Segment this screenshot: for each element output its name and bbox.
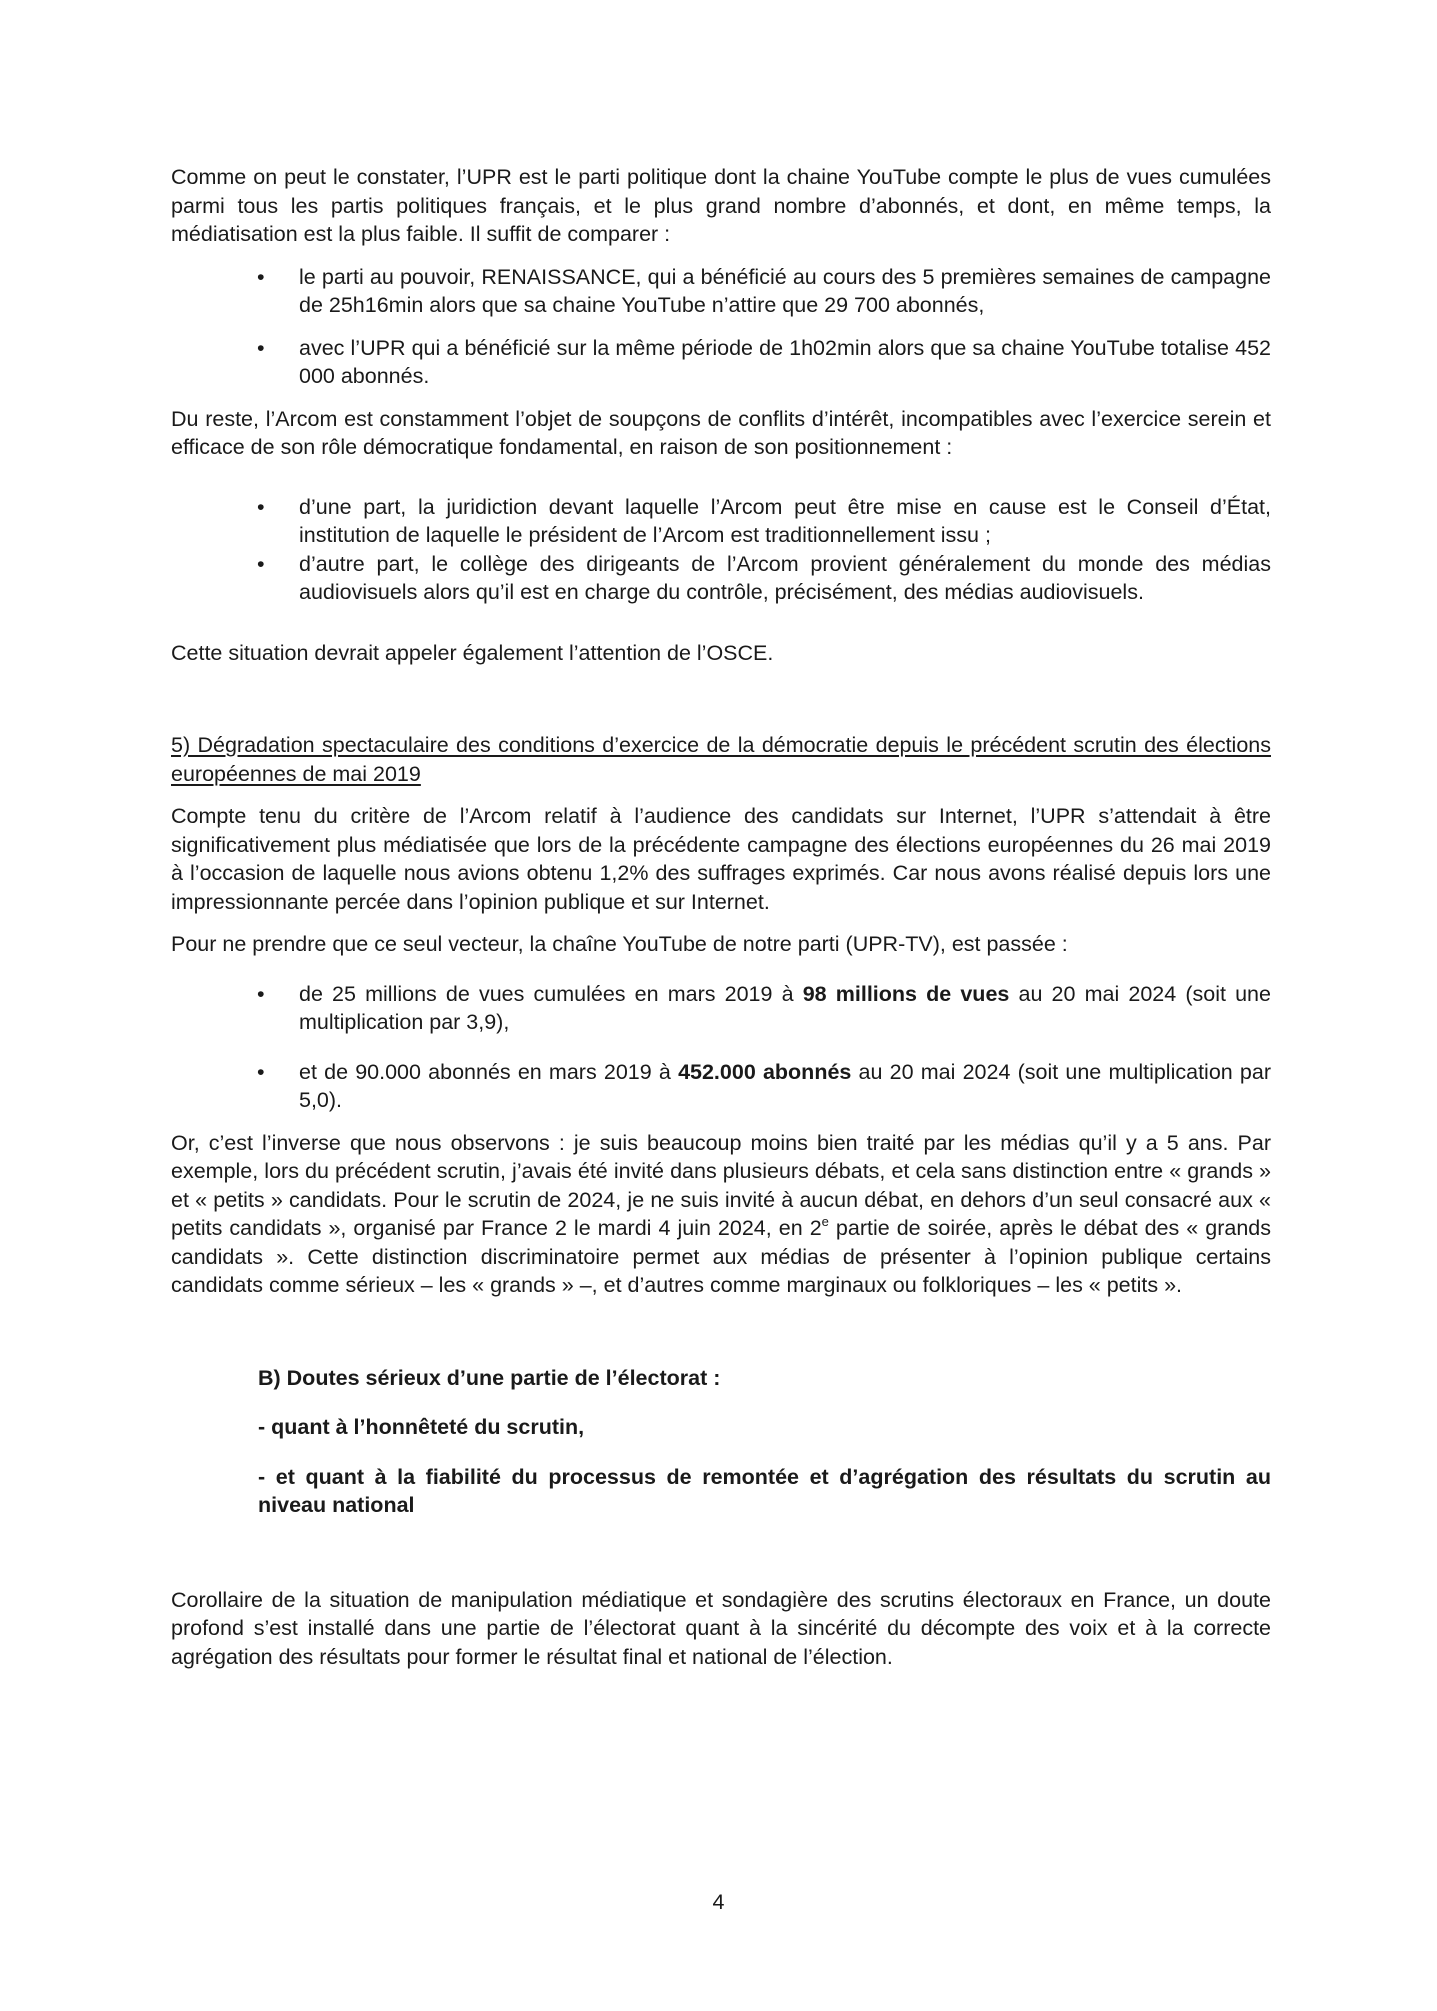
- section-b-point-1: - quant à l’honnêteté du scrutin,: [258, 1415, 585, 1439]
- osce-paragraph: Cette situation devrait appeler également l’attention de l’OSCE.: [171, 640, 774, 665]
- list-item: • le parti au pouvoir, RENAISSANCE, qui a bénéficié au cours des 5 premières semaines de campagne de 25h16min alors que sa chaine YouTube n’attire que 29 700 abonnés,: [171, 263, 1271, 320]
- arcom-paragraph: Du reste, l’Arcom est constamment l’objet de soupçons de conflits d’intérêt, incompatibles avec l’exercice serein et efficace de son rôle démocratique fondamental, en raison de son positionnement :: [171, 406, 1271, 459]
- section-b-heading: B) Doutes sérieux d’une partie de l’électorat :: [258, 1365, 721, 1390]
- media-treatment-paragraph: Or, c’est l’inverse que nous observons : je suis beaucoup moins bien traité par les médias qu’il y a 5 ans. Par exemple, lors du précédent scrutin, j’avais été invité dans plusieurs débats, et cela sans distinction entre « grands » et « petits » candidats. Pour le scrutin de 2024, je ne suis invité à aucun débat, en dehors d’un seul consacré aux « petits candidats », organisé par France 2 le mardi 4 juin 2024, en 2e partie de soirée, après le débat des « grands candidats ». Cette distinction discriminatoire permet aux médias de présenter à l’opinion publique certains candidats comme sérieux – les « grands » –, et d’autres comme marginaux ou folkloriques – les « petits ».: [171, 1130, 1271, 1297]
- section-b-point-2: - et quant à la fiabilité du processus de remontée et d’agrégation des résultats du scrutin au niveau national: [258, 1464, 1271, 1517]
- list-item: • de 25 millions de vues cumulées en mars 2019 à 98 millions de vues au 20 mai 2024 (soit une multiplication par 3,9),: [171, 980, 1271, 1037]
- list-item: • d’une part, la juridiction devant laquelle l’Arcom peut être mise en cause est le Conseil d’État, institution de laquelle le président de l’Arcom est traditionnellement issu ;: [171, 493, 1271, 550]
- list-item: • avec l’UPR qui a bénéficié sur la même période de 1h02min alors que sa chaine YouTube totalise 452 000 abonnés.: [171, 334, 1271, 391]
- comparison-list: [171, 263, 1271, 391]
- arcom-list: [171, 493, 1271, 607]
- audience-paragraph: Compte tenu du critère de l’Arcom relatif à l’audience des candidats sur Internet, l’UPR s’attendait à être significativement plus médiatisée que lors de la précédente campagne des élections européennes du 26 mai 2019 à l’occasion de laquelle nous avions obtenu 1,2% des suffrages exprimés. Car nous avons réalisé depuis lors une impressionnante percée dans l’opinion publique et sur Internet.: [171, 804, 1271, 914]
- views-highlight: 98 millions de vues: [802, 981, 1010, 1006]
- youtube-paragraph: Pour ne prendre que ce seul vecteur, la chaîne YouTube de notre parti (UPR-TV), est passée :: [171, 932, 1068, 956]
- section-5-heading: 5) Dégradation spectaculaire des conditions d’exercice de la démocratie depuis le précédent scrutin des élections européennes de mai 2019: [171, 733, 1271, 786]
- youtube-growth-list: [171, 980, 1271, 1115]
- page-number: 4: [712, 1890, 725, 1914]
- list-item: • d’autre part, le collège des dirigeants de l’Arcom provient généralement du monde des médias audiovisuels alors qu’il est en charge du contrôle, précisément, des médias audiovisuels.: [171, 550, 1271, 607]
- document-page: [171, 163, 1271, 1671]
- corollary-paragraph: Corollaire de la situation de manipulation médiatique et sondagière des scrutins électoraux en France, un doute profond s’est installé dans une partie de l’électorat quant à la sincérité du décompte des voix et à la correcte agrégation des résultats pour former le résultat final et national de l’élection.: [171, 1587, 1271, 1669]
- list-item: • et de 90.000 abonnés en mars 2019 à 452.000 abonnés au 20 mai 2024 (soit une multiplication par 5,0).: [171, 1058, 1271, 1115]
- subscribers-highlight: 452.000 abonnés: [678, 1059, 852, 1084]
- intro-paragraph: Comme on peut le constater, l’UPR est le parti politique dont la chaine YouTube compte le plus de vues cumulées parmi tous les partis politiques français, et le plus grand nombre d’abonnés, et dont, en même temps, la médiatisation est la plus faible. Il suffit de comparer :: [171, 165, 1271, 246]
